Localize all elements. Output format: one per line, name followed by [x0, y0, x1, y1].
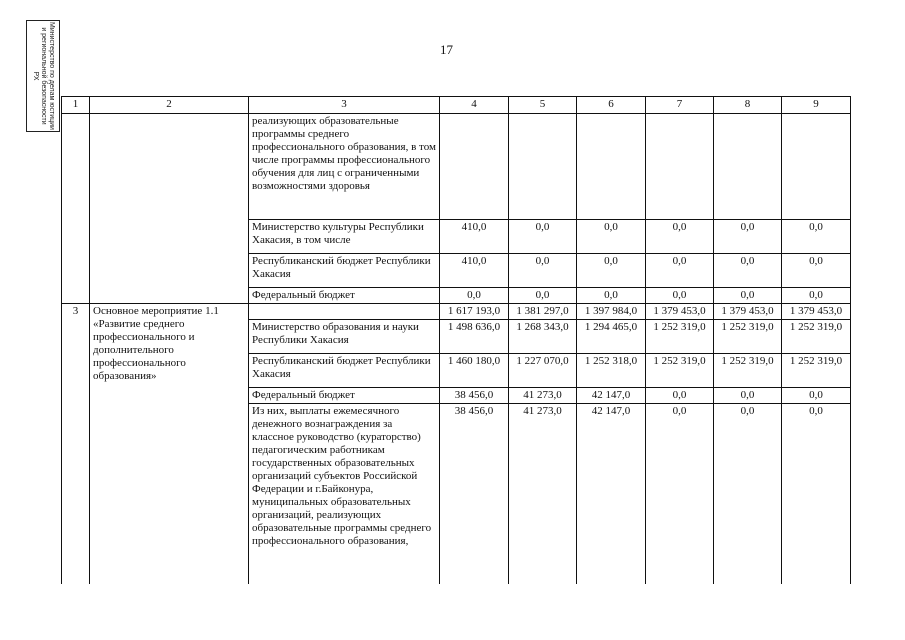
column-header: 2	[90, 97, 249, 114]
row-index: 3	[62, 304, 90, 584]
column-header: 5	[509, 97, 577, 114]
column-header: 6	[577, 97, 646, 114]
budget-table	[61, 96, 851, 584]
value-cell: 0,0	[440, 288, 509, 304]
value-cell: 0,0	[509, 254, 577, 288]
value-cell: 38 456,0	[440, 404, 509, 584]
row-description: Федеральный бюджет	[249, 388, 440, 404]
value-cell: 0,0	[782, 220, 851, 254]
value-cell: 1 379 453,0	[646, 304, 714, 320]
value-cell: 0,0	[646, 404, 714, 584]
column-header: 3	[249, 97, 440, 114]
value-cell: 41 273,0	[509, 388, 577, 404]
activity-name-cell	[90, 114, 249, 304]
value-cell: 1 252 319,0	[646, 320, 714, 354]
registration-stamp	[26, 20, 60, 132]
row-description: Из них, выплаты ежемесячного денежного вознаграждения за классное руководство (кураторство) педагогическим работникам государственных образовательных организаций субъектов Российской Федерации и г.Байконура, муниципальных образовательных организаций, реализующих образовательные программы среднего профессионального образования,	[249, 404, 440, 584]
value-cell: 410,0	[440, 220, 509, 254]
value-cell: 1 252 319,0	[646, 354, 714, 388]
value-cell: 0,0	[782, 254, 851, 288]
value-cell	[509, 114, 577, 220]
value-cell: 1 379 453,0	[782, 304, 851, 320]
value-cell: 38 456,0	[440, 388, 509, 404]
row-description: Министерство культуры Республики Хакасия, в том числе	[249, 220, 440, 254]
value-cell	[714, 114, 782, 220]
value-cell	[646, 114, 714, 220]
row-description: Республиканский бюджет Республики Хакасия	[249, 354, 440, 388]
value-cell: 1 617 193,0	[440, 304, 509, 320]
value-cell: 0,0	[782, 388, 851, 404]
column-header: 7	[646, 97, 714, 114]
column-header: 9	[782, 97, 851, 114]
value-cell: 1 460 180,0	[440, 354, 509, 388]
value-cell: 0,0	[714, 220, 782, 254]
value-cell: 410,0	[440, 254, 509, 288]
row-description	[249, 304, 440, 320]
value-cell: 42 147,0	[577, 404, 646, 584]
page-number: 17	[440, 42, 453, 57]
table-row	[62, 114, 851, 220]
value-cell: 0,0	[646, 220, 714, 254]
value-cell: 1 252 319,0	[714, 354, 782, 388]
column-header: 1	[62, 97, 90, 114]
value-cell: 1 294 465,0	[577, 320, 646, 354]
value-cell: 0,0	[714, 388, 782, 404]
value-cell: 0,0	[646, 288, 714, 304]
value-cell: 1 498 636,0	[440, 320, 509, 354]
value-cell: 0,0	[509, 220, 577, 254]
value-cell: 0,0	[714, 288, 782, 304]
header-row	[62, 97, 851, 114]
value-cell: 0,0	[782, 404, 851, 584]
value-cell: 1 252 318,0	[577, 354, 646, 388]
value-cell	[440, 114, 509, 220]
value-cell: 0,0	[509, 288, 577, 304]
row-description: Федеральный бюджет	[249, 288, 440, 304]
column-header: 4	[440, 97, 509, 114]
value-cell: 0,0	[782, 288, 851, 304]
value-cell: 1 252 319,0	[714, 320, 782, 354]
activity-name: Основное мероприятие 1.1 «Развитие среднего профессионального и дополнительного профессионального образования»	[90, 304, 249, 584]
value-cell: 0,0	[577, 254, 646, 288]
row-description: реализующих образовательные программы среднего профессионального образования, в том числе программы профессионального обучения для лиц с ограниченными возможностями здоровья	[249, 114, 440, 220]
value-cell	[782, 114, 851, 220]
value-cell: 0,0	[714, 404, 782, 584]
value-cell: 41 273,0	[509, 404, 577, 584]
stamp-text: Министерство по делам юстиции и региональной безопасности РХ	[32, 22, 55, 130]
value-cell: 1 381 297,0	[509, 304, 577, 320]
row-description: Министерство образования и науки Республики Хакасия	[249, 320, 440, 354]
value-cell: 0,0	[646, 254, 714, 288]
value-cell: 1 379 453,0	[714, 304, 782, 320]
value-cell: 42 147,0	[577, 388, 646, 404]
value-cell: 0,0	[577, 288, 646, 304]
value-cell: 0,0	[646, 388, 714, 404]
index-cell	[62, 114, 90, 304]
table-row	[62, 304, 851, 320]
value-cell	[577, 114, 646, 220]
row-description: Республиканский бюджет Республики Хакасия	[249, 254, 440, 288]
value-cell: 1 227 070,0	[509, 354, 577, 388]
column-header: 8	[714, 97, 782, 114]
value-cell: 0,0	[577, 220, 646, 254]
value-cell: 0,0	[714, 254, 782, 288]
value-cell: 1 252 319,0	[782, 354, 851, 388]
value-cell: 1 268 343,0	[509, 320, 577, 354]
value-cell: 1 397 984,0	[577, 304, 646, 320]
value-cell: 1 252 319,0	[782, 320, 851, 354]
